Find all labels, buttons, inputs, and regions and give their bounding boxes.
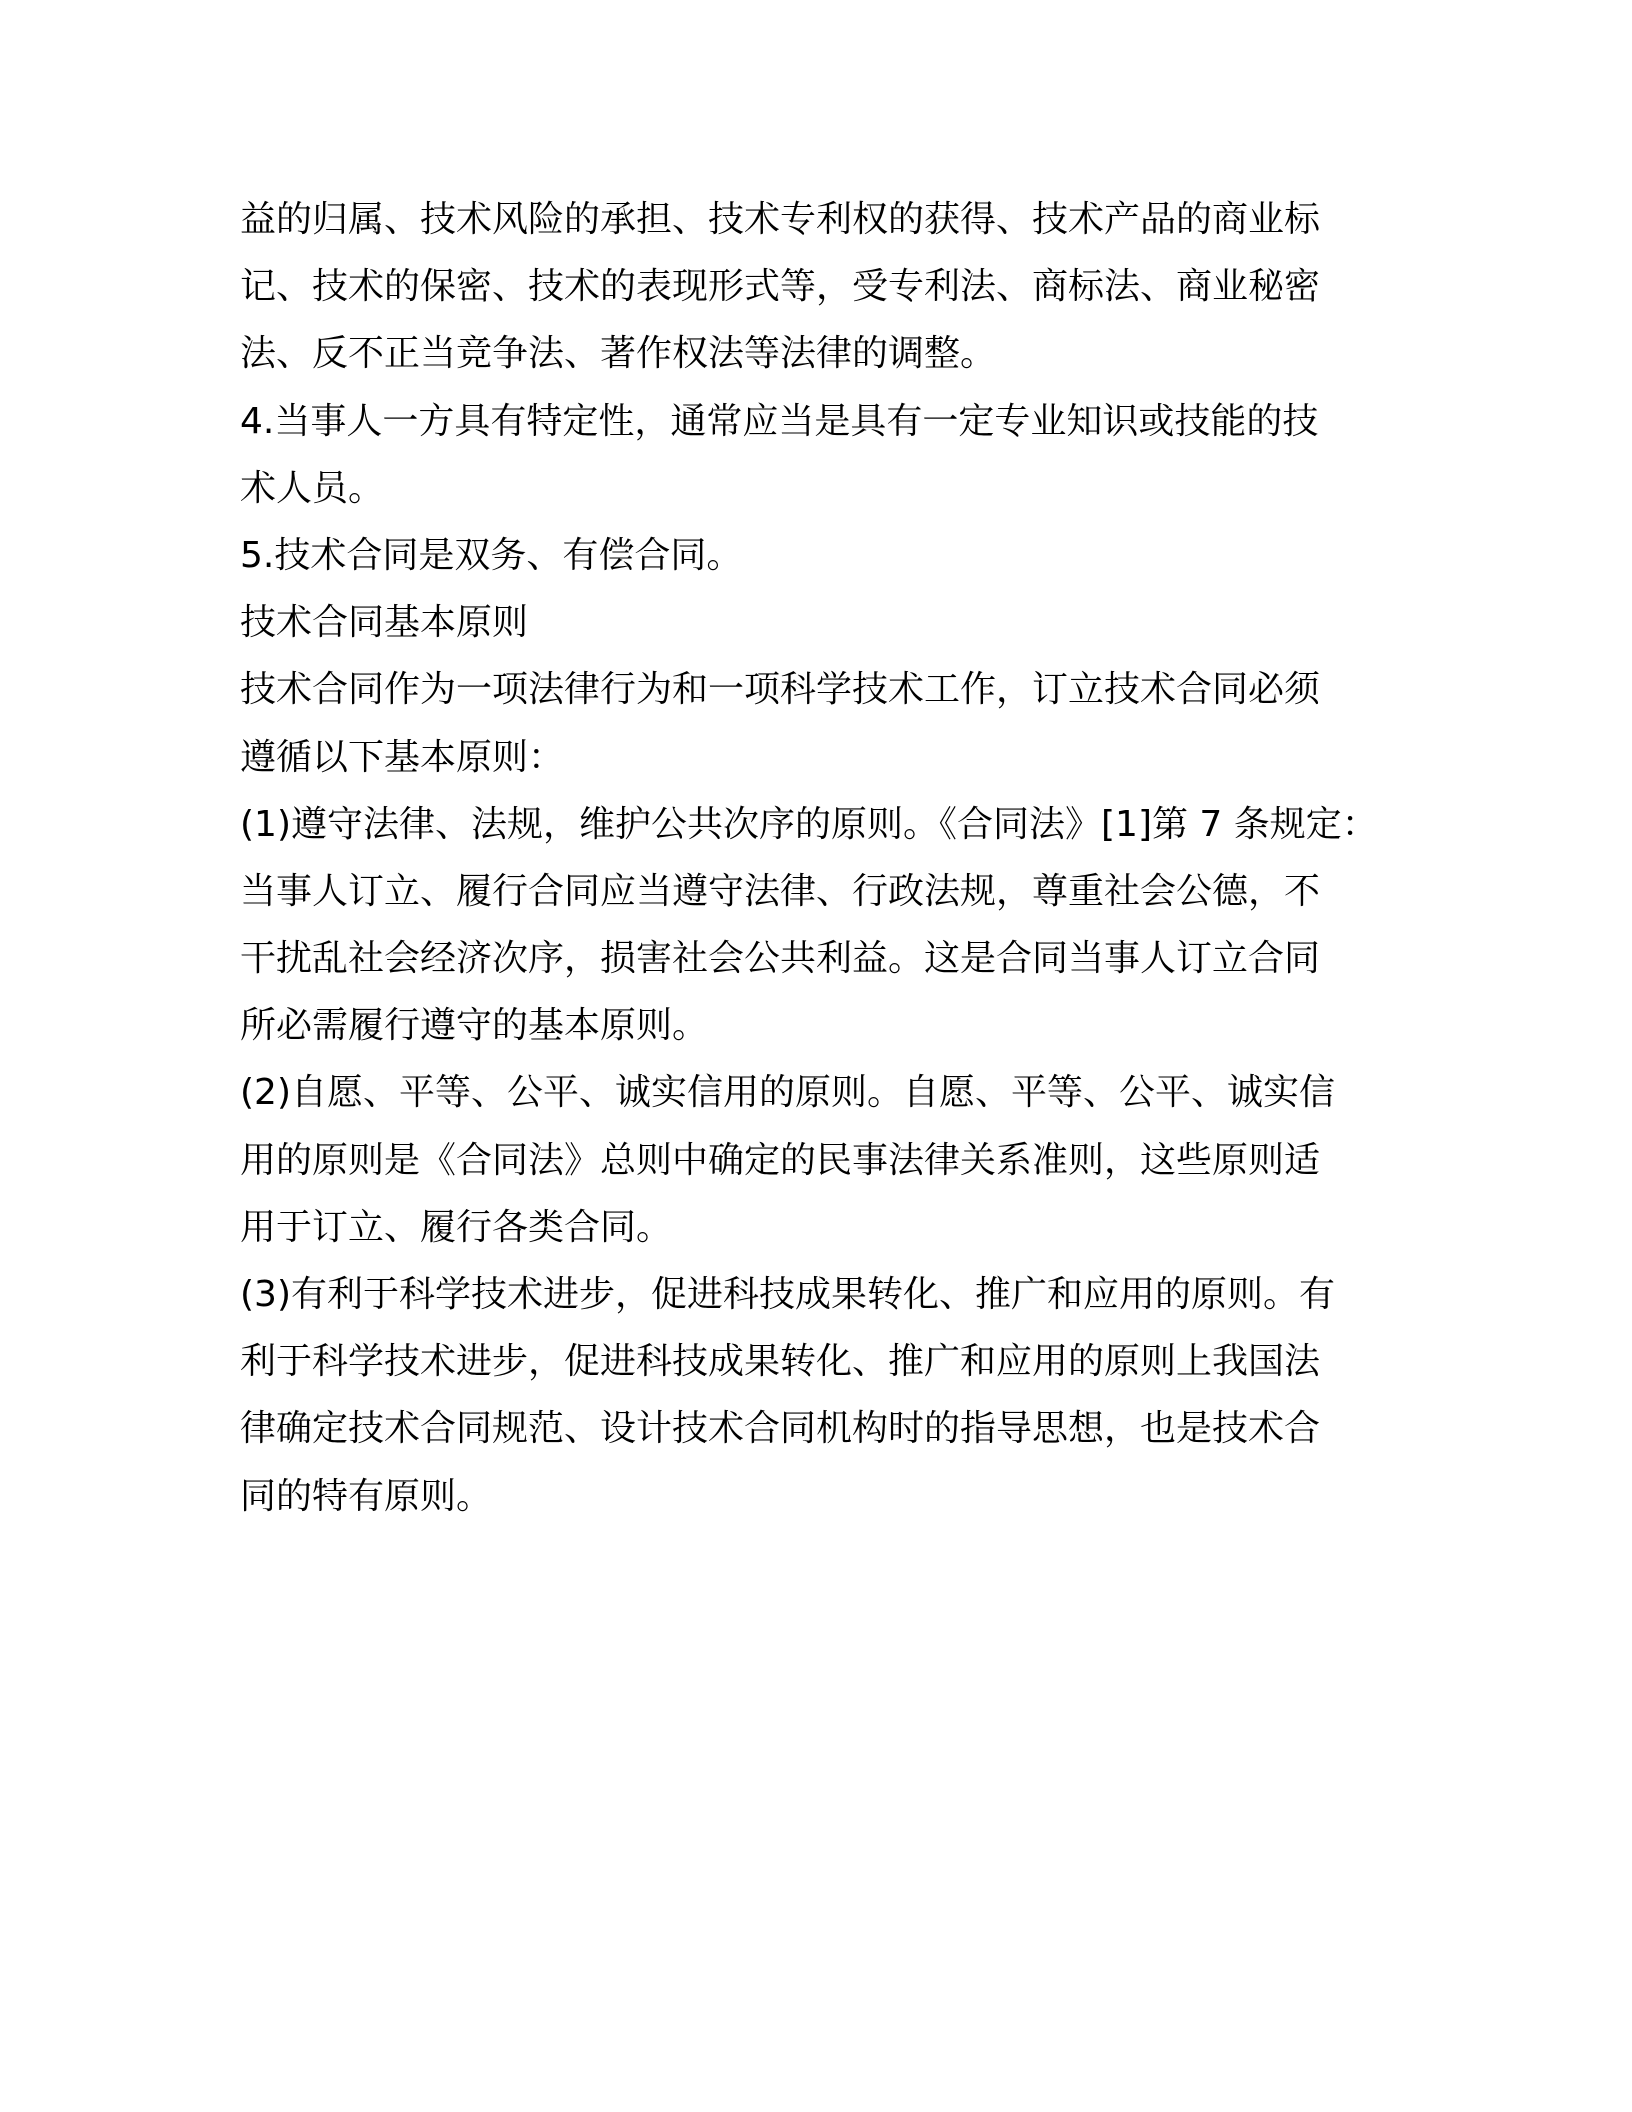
text-line: 遵循以下基本原则：	[240, 736, 565, 778]
text-line: 律确定技术合同规范、设计技术合同机构时的指导思想，也是技术合	[240, 1408, 1321, 1450]
text-line: 法、反不正当竞争法、著作权法等法律的调整。	[240, 333, 997, 375]
text-line: 4.当事人一方具有特定性，通常应当是具有一定专业知识或技能的技	[240, 400, 1319, 442]
text-line: 术人员。	[240, 467, 385, 509]
text-line: (1)遵守法律、法规，维护公共次序的原则。《合同法》[1]第 7 条规定：	[240, 803, 1378, 845]
text-line: 用的原则是《合同法》总则中确定的民事法律关系准则，这些原则适	[240, 1139, 1321, 1181]
text-line: 干扰乱社会经济次序，损害社会公共利益。这是合同当事人订立合同	[240, 938, 1321, 980]
document-body	[240, 186, 1400, 1530]
text-line: 记、技术的保密、技术的表现形式等，受专利法、商标法、商业秘密	[240, 266, 1321, 308]
text-line: 用于订立、履行各类合同。	[240, 1206, 673, 1248]
text-line: (3)有利于科学技术进步，促进科技成果转化、推广和应用的原则。有	[240, 1274, 1335, 1315]
text-line: 益的归属、技术风险的承担、技术专利权的获得、技术产品的商业标	[240, 199, 1321, 240]
text-line: 当事人订立、履行合同应当遵守法律、行政法规，尊重社会公德，不	[240, 870, 1321, 912]
text-line: 利于科学技术进步，促进科技成果转化、推广和应用的原则上我国法	[240, 1341, 1321, 1383]
text-line: 所必需履行遵守的基本原则。	[240, 1005, 709, 1047]
text-line: 技术合同作为一项法律行为和一项科学技术工作，订立技术合同必须	[240, 669, 1321, 711]
text-line: (2)自愿、平等、公平、诚实信用的原则。自愿、平等、公平、诚实信	[240, 1072, 1335, 1114]
section-heading: 技术合同基本原则	[240, 602, 529, 644]
text-line: 5.技术合同是双务、有偿合同。	[240, 534, 743, 576]
text-line: 同的特有原则。	[240, 1475, 493, 1517]
